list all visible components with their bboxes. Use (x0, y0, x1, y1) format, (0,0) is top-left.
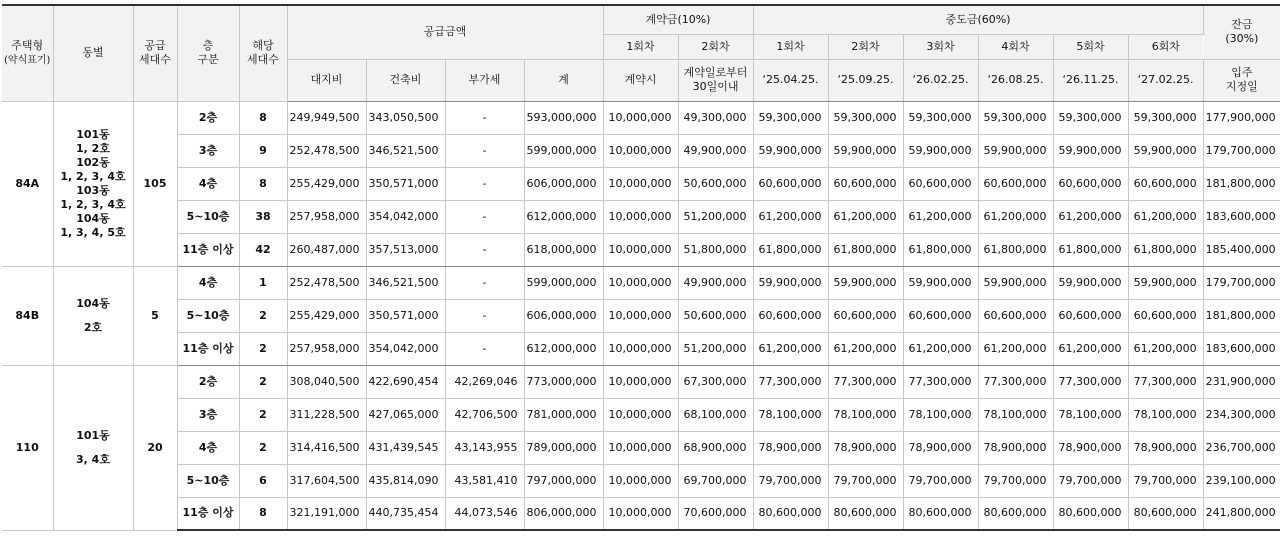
cell-balance: 239,100,000 (1203, 464, 1280, 497)
header-middle: 중도금(60%) (753, 5, 1203, 34)
cell-mid: 78,100,000 (753, 398, 828, 431)
cell-mid: 61,200,000 (828, 200, 903, 233)
building-line: 1, 3, 4, 5호 (60, 225, 126, 239)
header-mid-date: ‘26.08.25. (978, 59, 1053, 101)
cell-dep2: 50,600,000 (678, 167, 753, 200)
cell-mid: 77,300,000 (753, 365, 828, 398)
table-row (2, 167, 1280, 200)
cell-mid: 79,700,000 (903, 464, 978, 497)
cell-total: 806,000,000 (524, 497, 603, 530)
cell-land: 257,958,000 (287, 332, 366, 365)
building-line: 1, 2, 3, 4호 (60, 197, 126, 211)
table-row (2, 266, 1280, 299)
cell-mid: 61,200,000 (1128, 200, 1203, 233)
cell-dep2: 49,900,000 (678, 266, 753, 299)
table-row (2, 365, 1280, 398)
cell-mid: 79,700,000 (978, 464, 1053, 497)
cell-count: 8 (239, 101, 287, 134)
cell-dep1: 10,000,000 (603, 299, 678, 332)
cell-mid: 61,800,000 (1128, 233, 1203, 266)
building-line: 1, 2호 (76, 141, 110, 155)
cell-mid: 59,900,000 (828, 266, 903, 299)
cell-mid: 77,300,000 (828, 365, 903, 398)
cell-mid: 61,800,000 (753, 233, 828, 266)
header-building: 동별 (53, 5, 133, 101)
cell-balance: 183,600,000 (1203, 332, 1280, 365)
header-dep1: 1회차 (603, 34, 678, 59)
cell-dep2: 70,600,000 (678, 497, 753, 530)
cell-dep1: 10,000,000 (603, 332, 678, 365)
cell-dep1: 10,000,000 (603, 464, 678, 497)
cell-mid: 77,300,000 (1053, 365, 1128, 398)
cell-balance: 183,600,000 (1203, 200, 1280, 233)
cell-total: 789,000,000 (524, 431, 603, 464)
cell-total: 773,000,000 (524, 365, 603, 398)
cell-count: 2 (239, 398, 287, 431)
header-mid-date: ‘25.04.25. (753, 59, 828, 101)
cell-floor: 11층 이상 (177, 332, 239, 365)
cell-mid: 59,300,000 (903, 101, 978, 134)
cell-mid: 80,600,000 (753, 497, 828, 530)
cell-total: 612,000,000 (524, 332, 603, 365)
cell-mid: 80,600,000 (903, 497, 978, 530)
header-land: 대지비 (287, 59, 366, 101)
cell-households: 5 (133, 266, 177, 365)
cell-construction: 431,439,545 (366, 431, 445, 464)
cell-mid: 59,900,000 (1128, 134, 1203, 167)
cell-mid: 59,900,000 (1053, 266, 1128, 299)
cell-count: 2 (239, 299, 287, 332)
building-line: 1, 2, 3, 4호 (60, 169, 126, 183)
cell-mid: 78,900,000 (903, 431, 978, 464)
cell-count: 42 (239, 233, 287, 266)
cell-construction: 350,571,000 (366, 167, 445, 200)
header-balance: 잔금 (30%) (1203, 5, 1280, 59)
header-count: 해당 세대수 (239, 5, 287, 101)
building-line: 101동 (76, 428, 110, 442)
table-row (2, 200, 1280, 233)
cell-mid: 61,200,000 (1053, 332, 1128, 365)
cell-floor: 3층 (177, 134, 239, 167)
cell-total: 606,000,000 (524, 299, 603, 332)
cell-dep2: 68,900,000 (678, 431, 753, 464)
cell-mid: 78,100,000 (978, 398, 1053, 431)
cell-mid: 79,700,000 (828, 464, 903, 497)
cell-land: 314,416,500 (287, 431, 366, 464)
cell-floor: 5~10층 (177, 200, 239, 233)
cell-mid: 78,900,000 (753, 431, 828, 464)
cell-mid: 59,300,000 (828, 101, 903, 134)
header-mid-date: ‘26.11.25. (1053, 59, 1128, 101)
cell-mid: 61,200,000 (753, 332, 828, 365)
cell-mid: 61,200,000 (903, 332, 978, 365)
cell-mid: 59,900,000 (1053, 134, 1128, 167)
cell-mid: 61,800,000 (1053, 233, 1128, 266)
cell-mid: 60,600,000 (1128, 299, 1203, 332)
cell-balance: 241,800,000 (1203, 497, 1280, 530)
cell-balance: 181,800,000 (1203, 299, 1280, 332)
cell-building (53, 365, 133, 530)
cell-building (53, 101, 133, 266)
cell-mid: 59,300,000 (1128, 101, 1203, 134)
table-row (2, 497, 1280, 530)
cell-construction: 422,690,454 (366, 365, 445, 398)
header-mid-date: ‘27.02.25. (1128, 59, 1203, 101)
cell-floor: 4층 (177, 167, 239, 200)
table-row (2, 101, 1280, 134)
cell-mid: 61,200,000 (978, 200, 1053, 233)
header-mid-round: 5회차 (1053, 34, 1128, 59)
cell-type: 84A (2, 101, 53, 266)
cell-mid: 60,600,000 (828, 299, 903, 332)
cell-count: 6 (239, 464, 287, 497)
cell-mid: 60,600,000 (1053, 299, 1128, 332)
cell-floor: 11층 이상 (177, 233, 239, 266)
cell-mid: 77,300,000 (1128, 365, 1203, 398)
header-balance-when: 입주 지정일 (1203, 59, 1280, 101)
cell-mid: 61,800,000 (903, 233, 978, 266)
cell-floor: 2층 (177, 101, 239, 134)
table-row (2, 134, 1280, 167)
cell-count: 9 (239, 134, 287, 167)
cell-mid: 78,100,000 (903, 398, 978, 431)
cell-dep1: 10,000,000 (603, 167, 678, 200)
table-row (2, 398, 1280, 431)
header-vat: 부가세 (445, 59, 524, 101)
cell-vat: - (445, 200, 524, 233)
price-table-container (2, 4, 1280, 531)
building-line: 104동 (76, 296, 110, 310)
cell-mid: 59,300,000 (978, 101, 1053, 134)
cell-mid: 60,600,000 (978, 167, 1053, 200)
cell-mid: 78,900,000 (828, 431, 903, 464)
cell-mid: 79,700,000 (1053, 464, 1128, 497)
cell-mid: 60,600,000 (753, 167, 828, 200)
cell-count: 2 (239, 332, 287, 365)
cell-mid: 77,300,000 (978, 365, 1053, 398)
header-dep1-when: 계약시 (603, 59, 678, 101)
cell-total: 606,000,000 (524, 167, 603, 200)
header-supply: 공급금액 (287, 5, 603, 59)
cell-land: 311,228,500 (287, 398, 366, 431)
cell-construction: 350,571,000 (366, 299, 445, 332)
cell-vat: 43,581,410 (445, 464, 524, 497)
cell-dep1: 10,000,000 (603, 200, 678, 233)
header-mid-date: ‘26.02.25. (903, 59, 978, 101)
cell-mid: 59,900,000 (903, 266, 978, 299)
cell-mid: 59,900,000 (828, 134, 903, 167)
cell-mid: 59,300,000 (1053, 101, 1128, 134)
cell-mid: 59,900,000 (753, 134, 828, 167)
cell-land: 317,604,500 (287, 464, 366, 497)
header-deposit: 계약금(10%) (603, 5, 753, 34)
cell-dep2: 68,100,000 (678, 398, 753, 431)
cell-floor: 4층 (177, 431, 239, 464)
cell-mid: 59,900,000 (903, 134, 978, 167)
cell-mid: 60,600,000 (903, 167, 978, 200)
cell-land: 260,487,000 (287, 233, 366, 266)
cell-vat: 42,269,046 (445, 365, 524, 398)
header-mid-round: 6회차 (1128, 34, 1203, 59)
cell-balance: 185,400,000 (1203, 233, 1280, 266)
cell-total: 599,000,000 (524, 266, 603, 299)
building-line: 101동 (76, 127, 110, 141)
building-line: 3, 4호 (76, 452, 110, 466)
cell-mid: 80,600,000 (1128, 497, 1203, 530)
header-mid-date: ‘25.09.25. (828, 59, 903, 101)
cell-mid: 60,600,000 (978, 299, 1053, 332)
header-mid-round: 1회차 (753, 34, 828, 59)
cell-vat: 43,143,955 (445, 431, 524, 464)
cell-mid: 59,300,000 (753, 101, 828, 134)
header-mid-round: 3회차 (903, 34, 978, 59)
cell-construction: 343,050,500 (366, 101, 445, 134)
cell-total: 781,000,000 (524, 398, 603, 431)
table-header (2, 5, 1280, 101)
cell-dep1: 10,000,000 (603, 365, 678, 398)
cell-mid: 80,600,000 (1053, 497, 1128, 530)
header-dep2-when: 계약일로부터 30일이내 (678, 59, 753, 101)
building-line: 104동 (76, 211, 110, 225)
cell-floor: 3층 (177, 398, 239, 431)
table-row (2, 464, 1280, 497)
cell-balance: 234,300,000 (1203, 398, 1280, 431)
cell-vat: - (445, 299, 524, 332)
cell-dep2: 51,800,000 (678, 233, 753, 266)
cell-floor: 11층 이상 (177, 497, 239, 530)
table-row (2, 332, 1280, 365)
cell-mid: 60,600,000 (903, 299, 978, 332)
cell-total: 618,000,000 (524, 233, 603, 266)
cell-mid: 61,800,000 (978, 233, 1053, 266)
supply-price-table (2, 4, 1280, 531)
cell-dep1: 10,000,000 (603, 431, 678, 464)
cell-count: 8 (239, 497, 287, 530)
cell-construction: 354,042,000 (366, 200, 445, 233)
cell-mid: 78,100,000 (828, 398, 903, 431)
cell-dep2: 49,300,000 (678, 101, 753, 134)
cell-construction: 346,521,500 (366, 134, 445, 167)
table-body (2, 101, 1280, 530)
header-total: 계 (524, 59, 603, 101)
cell-dep1: 10,000,000 (603, 134, 678, 167)
cell-count: 2 (239, 431, 287, 464)
cell-mid: 60,600,000 (828, 167, 903, 200)
header-households: 공급 세대수 (133, 5, 177, 101)
cell-vat: - (445, 134, 524, 167)
cell-construction: 357,513,000 (366, 233, 445, 266)
cell-balance: 181,800,000 (1203, 167, 1280, 200)
cell-mid: 78,100,000 (1053, 398, 1128, 431)
cell-count: 1 (239, 266, 287, 299)
cell-floor: 2층 (177, 365, 239, 398)
cell-mid: 59,900,000 (978, 134, 1053, 167)
cell-land: 252,478,500 (287, 266, 366, 299)
cell-mid: 78,100,000 (1128, 398, 1203, 431)
cell-vat: - (445, 332, 524, 365)
cell-vat: - (445, 101, 524, 134)
cell-mid: 60,600,000 (753, 299, 828, 332)
table-row (2, 233, 1280, 266)
cell-dep1: 10,000,000 (603, 497, 678, 530)
cell-mid: 78,900,000 (1053, 431, 1128, 464)
cell-vat: - (445, 266, 524, 299)
cell-floor: 5~10층 (177, 299, 239, 332)
cell-dep2: 51,200,000 (678, 200, 753, 233)
cell-dep1: 10,000,000 (603, 101, 678, 134)
cell-floor: 5~10층 (177, 464, 239, 497)
cell-households: 20 (133, 365, 177, 530)
cell-construction: 346,521,500 (366, 266, 445, 299)
cell-type: 110 (2, 365, 53, 530)
cell-dep2: 51,200,000 (678, 332, 753, 365)
cell-total: 593,000,000 (524, 101, 603, 134)
cell-total: 599,000,000 (524, 134, 603, 167)
cell-mid: 60,600,000 (1053, 167, 1128, 200)
cell-floor: 4층 (177, 266, 239, 299)
cell-count: 38 (239, 200, 287, 233)
cell-dep1: 10,000,000 (603, 398, 678, 431)
cell-dep1: 10,000,000 (603, 233, 678, 266)
cell-balance: 177,900,000 (1203, 101, 1280, 134)
cell-mid: 79,700,000 (753, 464, 828, 497)
cell-mid: 59,900,000 (978, 266, 1053, 299)
cell-vat: - (445, 233, 524, 266)
cell-construction: 440,735,454 (366, 497, 445, 530)
cell-land: 257,958,000 (287, 200, 366, 233)
cell-construction: 427,065,000 (366, 398, 445, 431)
building-line: 102동 (76, 155, 110, 169)
cell-households: 105 (133, 101, 177, 266)
cell-total: 797,000,000 (524, 464, 603, 497)
cell-construction: 435,814,090 (366, 464, 445, 497)
cell-mid: 61,200,000 (903, 200, 978, 233)
header-construction: 건축비 (366, 59, 445, 101)
cell-mid: 78,900,000 (1128, 431, 1203, 464)
cell-balance: 179,700,000 (1203, 266, 1280, 299)
cell-mid: 59,900,000 (1128, 266, 1203, 299)
cell-dep2: 50,600,000 (678, 299, 753, 332)
cell-mid: 61,200,000 (1053, 200, 1128, 233)
cell-mid: 61,200,000 (978, 332, 1053, 365)
cell-mid: 80,600,000 (978, 497, 1053, 530)
cell-dep2: 49,900,000 (678, 134, 753, 167)
cell-mid: 61,800,000 (828, 233, 903, 266)
header-mid-round: 4회차 (978, 34, 1053, 59)
cell-land: 308,040,500 (287, 365, 366, 398)
cell-mid: 78,900,000 (978, 431, 1053, 464)
cell-land: 252,478,500 (287, 134, 366, 167)
cell-land: 255,429,000 (287, 167, 366, 200)
cell-mid: 61,200,000 (828, 332, 903, 365)
header-floor: 층 구분 (177, 5, 239, 101)
table-row (2, 299, 1280, 332)
cell-mid: 59,900,000 (753, 266, 828, 299)
cell-mid: 80,600,000 (828, 497, 903, 530)
cell-dep2: 67,300,000 (678, 365, 753, 398)
cell-mid: 60,600,000 (1128, 167, 1203, 200)
cell-building (53, 266, 133, 365)
header-dep2: 2회차 (678, 34, 753, 59)
cell-total: 612,000,000 (524, 200, 603, 233)
cell-vat: 44,073,546 (445, 497, 524, 530)
cell-balance: 236,700,000 (1203, 431, 1280, 464)
cell-mid: 77,300,000 (903, 365, 978, 398)
header-type: 주택형 (약식표기) (2, 5, 53, 101)
cell-mid: 79,700,000 (1128, 464, 1203, 497)
cell-count: 8 (239, 167, 287, 200)
cell-count: 2 (239, 365, 287, 398)
cell-mid: 61,200,000 (753, 200, 828, 233)
cell-land: 249,949,500 (287, 101, 366, 134)
cell-land: 255,429,000 (287, 299, 366, 332)
cell-balance: 231,900,000 (1203, 365, 1280, 398)
header-mid-round: 2회차 (828, 34, 903, 59)
cell-dep1: 10,000,000 (603, 266, 678, 299)
cell-type: 84B (2, 266, 53, 365)
cell-land: 321,191,000 (287, 497, 366, 530)
cell-dep2: 69,700,000 (678, 464, 753, 497)
building-line: 2호 (83, 320, 103, 334)
cell-mid: 61,200,000 (1128, 332, 1203, 365)
cell-construction: 354,042,000 (366, 332, 445, 365)
building-line: 103동 (76, 183, 110, 197)
cell-balance: 179,700,000 (1203, 134, 1280, 167)
cell-vat: 42,706,500 (445, 398, 524, 431)
table-row (2, 431, 1280, 464)
cell-vat: - (445, 167, 524, 200)
